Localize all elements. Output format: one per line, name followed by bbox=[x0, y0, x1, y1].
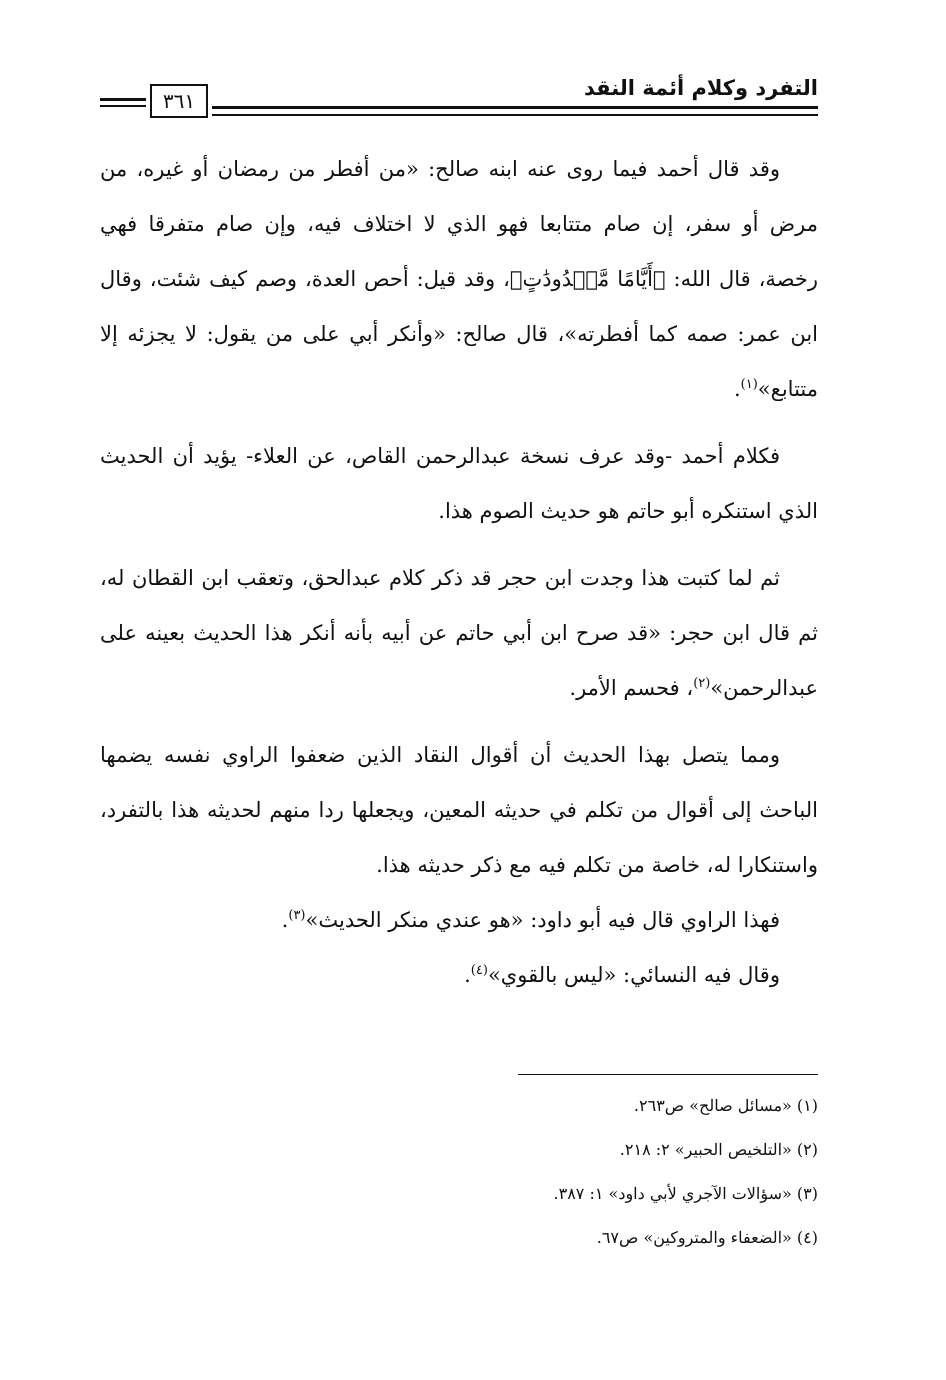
page-number: ٣٦١ bbox=[150, 84, 208, 118]
footnote-ref-3: (٣) bbox=[288, 908, 306, 923]
paragraph-6-text: وقال فيه النسائي: «ليس بالقوي» bbox=[487, 963, 780, 987]
header-rule-bottom bbox=[212, 114, 818, 116]
paragraph-2 bbox=[100, 429, 818, 539]
header-rule-left-bottom bbox=[100, 105, 146, 107]
paragraph-1: وقد قال أحمد فيما روى عنه ابنه صالح: «من أفطر من رمضان أو غيره، من مرض أو سفر، إن صام متتابعا فهو الذي لا اختلاف فيه، وإن صام متفرقا فهي رخصة، قال الله: ﴿أَيَّامًا مَّعۡدُودَٰتٍ﴾، وقد قيل: أحص العدة، وصم كيف شئت، وقال ابن عمر: صمه كما أفطرته»، قال صالح: «وأنكر أبي على من يقول: لا يجزئه إلا متتابع»$^{(١)}$. bbox=[100, 157, 818, 401]
footnote-separator bbox=[518, 1074, 818, 1075]
paragraph-3 bbox=[100, 551, 818, 716]
footnote-4: (٤) «الضعفاء والمتروكين» ص٦٧. bbox=[596, 1228, 818, 1247]
running-title: التفرد وكلام أئمة النقد bbox=[584, 76, 818, 100]
header-rule-left-top bbox=[100, 98, 146, 101]
paragraph-6: وقال فيه النسائي: «ليس بالقوي»$^{(٤)}$. bbox=[464, 963, 780, 987]
paragraph-3-text: ثم لما كتبت هذا وجدت ابن حجر قد ذكر كلام عبدالحق، وتعقب ابن القطان له، ثم قال ابن حجر: «قد صرح ابن أبي حاتم عن أبيه بأنه أنكر هذا الحديث بعينه على عبدالرحمن» bbox=[100, 566, 818, 700]
footnote-1: (١) «مسائل صالح» ص٢٦٣. bbox=[633, 1096, 818, 1115]
paragraph-3-suffix: ، فحسم الأمر. bbox=[569, 676, 694, 700]
footnote-ref-2: (٢) bbox=[693, 676, 711, 691]
paragraph-5: فهذا الراوي قال فيه أبو داود: «هو عندي منكر الحديث»$^{(٣)}$. bbox=[281, 908, 780, 932]
footnotes bbox=[218, 1094, 818, 1270]
paragraph-4 bbox=[100, 728, 818, 893]
footnote-ref-1: (١) bbox=[740, 377, 758, 392]
main-text bbox=[100, 142, 818, 1003]
footnote-2: (٢) «التلخيص الحبير» ٢: ٢١٨. bbox=[619, 1140, 818, 1159]
footnote-ref-4: (٤) bbox=[470, 963, 488, 978]
footnote-3: (٣) «سؤالات الآجري لأبي داود» ١: ٣٨٧. bbox=[553, 1184, 818, 1203]
header-rule-top bbox=[212, 106, 818, 109]
paragraph-4-text: ومما يتصل بهذا الحديث أن أقوال النقاد الذين ضعفوا الراوي نفسه يضمها الباحث إلى أقوال من تكلم في حديثه المعين، ويجعلها ردا منهم لحديثه هذا بالتفرد، واستنكارا له، خاصة من تكلم فيه مع ذكر حديثه هذا. bbox=[100, 743, 818, 877]
paragraph-5-text: فهذا الراوي قال فيه أبو داود: «هو عندي منكر الحديث» bbox=[305, 908, 780, 932]
paragraph-1-text: وقد قال أحمد فيما روى عنه ابنه صالح: «من أفطر من رمضان أو غيره، من مرض أو سفر، إن صام متتابعا فهو الذي لا اختلاف فيه، وإن صام متفرقا فهي رخصة، قال الله: ﴿أَيَّامًا مَّعۡدُودَٰتٍ﴾، وقد قيل: أحص العدة، وصم كيف شئت، وقال ابن عمر: صمه كما أفطرته»، قال صالح: «وأنكر أبي على من يقول: لا يجزئه إلا متتابع» bbox=[100, 157, 818, 401]
paragraph-2-text: فكلام أحمد -وقد عرف نسخة عبدالرحمن القاص، عن العلاء- يؤيد أن الحديث الذي استنكره أبو حاتم هو حديث الصوم هذا. bbox=[100, 444, 818, 523]
